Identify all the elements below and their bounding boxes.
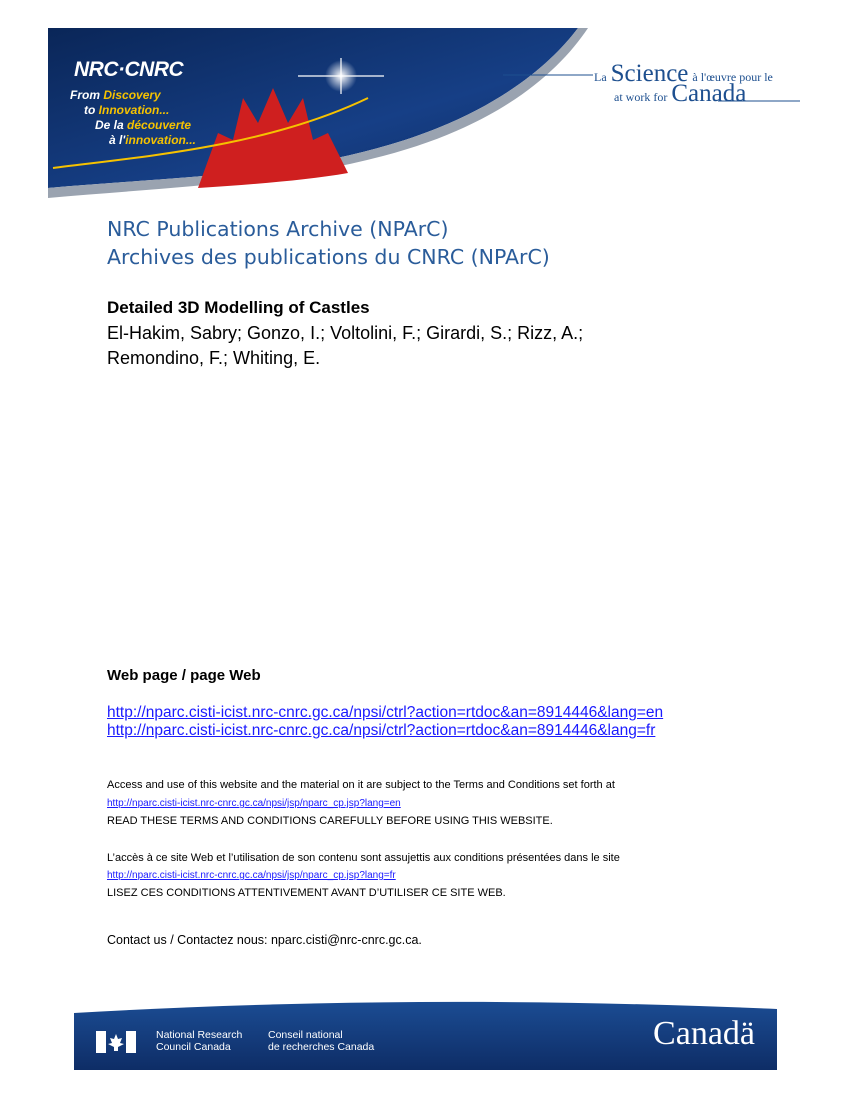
- paper-authors: [107, 321, 747, 371]
- slogan-fr: De la découverte à l'innovation...: [95, 118, 196, 147]
- archive-title-en: NRC Publications Archive (NPArC): [107, 217, 449, 241]
- terms-caps-fr: LISEZ CES CONDITIONS ATTENTIVEMENT AVANT D’UTILISER CE SITE WEB.: [107, 887, 506, 899]
- canada-flag-icon: [96, 1031, 136, 1053]
- slogan-en: From Discovery to Innovation...: [70, 88, 170, 117]
- terms-text-fr: L’accès à ce site Web et l’utilisation de son contenu sont assujettis aux conditions présentées dans le site: [107, 852, 620, 864]
- contact-line: Contact us / Contactez nous: nparc.cisti@nrc-cnrc.gc.ca.: [107, 933, 422, 947]
- science-tagline-en: at work for Canada: [614, 80, 747, 107]
- terms-link-en[interactable]: http://nparc.cisti-icist.nrc-cnrc.gc.ca/npsi/jsp/nparc_cp.jsp?lang=en: [107, 798, 401, 809]
- footer-name-en: National Research Council Canada: [156, 1029, 243, 1053]
- archive-title: [107, 215, 550, 271]
- science-tagline-fr: La Science à l'œuvre pour le: [594, 60, 773, 87]
- canada-wordmark: Canadä: [653, 1015, 755, 1052]
- authors-line-1: El-Hakim, Sabry; Gonzo, I.; Voltolini, F.; Girardi, S.; Rizz, A.;: [107, 323, 584, 343]
- web-page-heading: Web page / page Web: [107, 667, 261, 684]
- terms-text-en: Access and use of this website and the material on it are subject to the Terms and Conditions set forth at: [107, 779, 615, 791]
- authors-line-2: Remondino, F.; Whiting, E.: [107, 348, 321, 368]
- terms-link-fr[interactable]: http://nparc.cisti-icist.nrc-cnrc.gc.ca/npsi/jsp/nparc_cp.jsp?lang=fr: [107, 870, 396, 881]
- footer-bar: [74, 995, 777, 1070]
- footer-name-fr: Conseil national de recherches Canada: [268, 1029, 375, 1053]
- web-link-en[interactable]: http://nparc.cisti-icist.nrc-cnrc.gc.ca/npsi/ctrl?action=rtdoc&an=8914446&lang=en: [107, 704, 664, 721]
- nrc-logo: NRC·CNRC: [74, 58, 184, 81]
- archive-title-fr: Archives des publications du CNRC (NPArC): [107, 245, 550, 269]
- paper-title: Detailed 3D Modelling of Castles: [107, 298, 370, 317]
- header-banner: [48, 28, 808, 198]
- web-link-fr[interactable]: http://nparc.cisti-icist.nrc-cnrc.gc.ca/npsi/ctrl?action=rtdoc&an=8914446&lang=fr: [107, 722, 656, 739]
- terms-caps-en: READ THESE TERMS AND CONDITIONS CAREFULLY BEFORE USING THIS WEBSITE.: [107, 815, 553, 827]
